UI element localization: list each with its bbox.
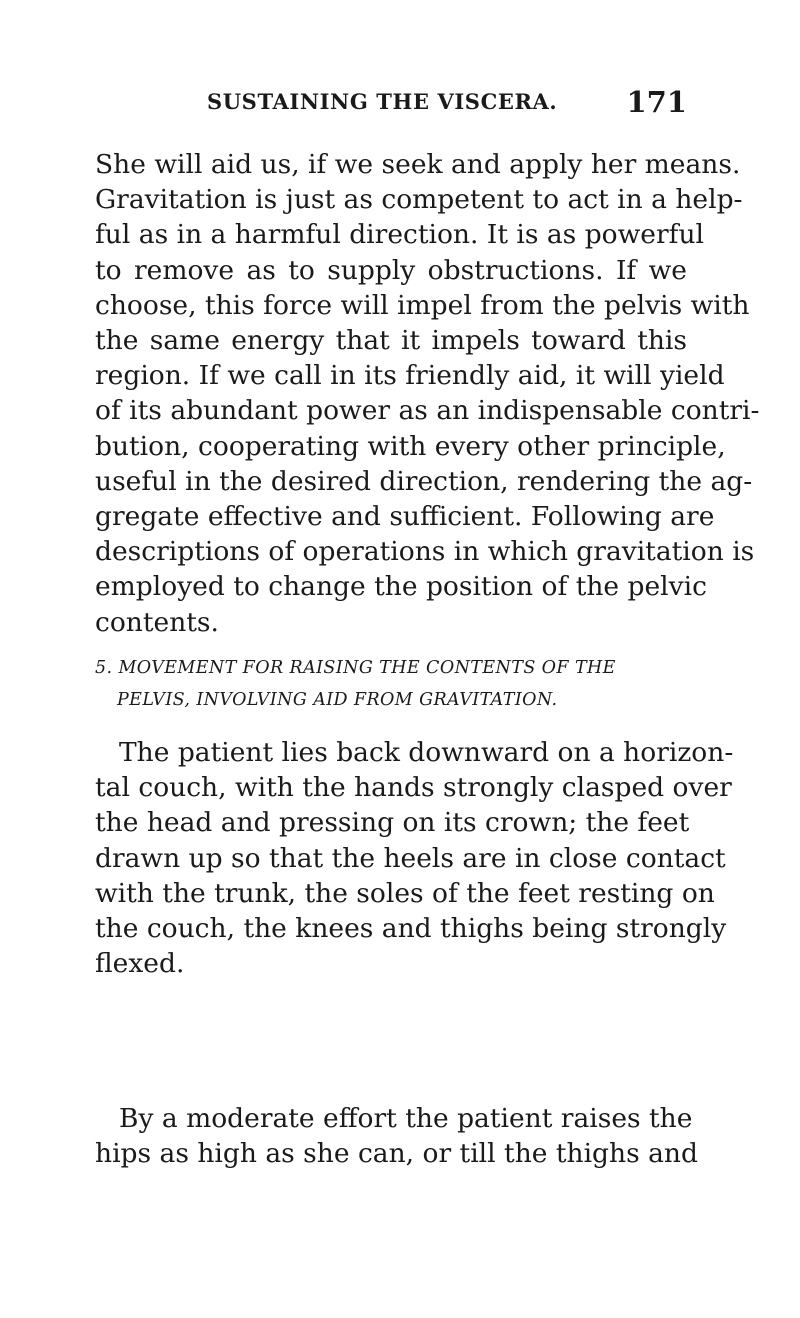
text-line: Gravitation is just as competent to act in a help- <box>95 184 743 216</box>
text-line: employed to change the position of the pelvic <box>95 571 707 603</box>
page-number: 171 <box>626 85 687 119</box>
running-head-title: SUSTAINING THE VISCERA. <box>207 89 558 114</box>
text-line: with the trunk, the soles of the feet resting on <box>95 877 715 909</box>
text-line: to remove as to supply obstructions. If we <box>95 254 687 286</box>
text-line: gregate effective and sufficient. Following are <box>95 501 715 533</box>
text-line: ful as in a harmful direction. It is as powerful <box>95 219 705 251</box>
text-line: region. If we call in its friendly aid, it will yield <box>95 360 725 392</box>
text-line: useful in the desired direction, rendering the ag- <box>95 465 753 497</box>
text-line: the head and pressing on its crown; the feet <box>95 807 690 839</box>
section-heading-line-2: PELVIS, INVOLVING AID FROM GRAVITATION. <box>117 690 558 710</box>
text-line: The patient lies back downward on a horizon- <box>119 737 734 768</box>
text-line: tal couch, with the hands strongly clasped over <box>95 772 732 804</box>
text-line: bution, cooperating with every other principle, <box>95 430 726 462</box>
text-line: of its abundant power as an indispensable contri- <box>95 395 760 427</box>
text-line: By a moderate effort the patient raises the <box>119 1103 693 1134</box>
text-line: the same energy that it impels toward this <box>95 325 687 357</box>
section-heading <box>95 652 695 716</box>
paragraph-1 <box>95 147 760 640</box>
text-line: hips as high as she can, or till the thighs and <box>95 1138 698 1170</box>
paragraph-2 <box>95 735 734 981</box>
running-head <box>207 85 687 119</box>
paragraph-3 <box>95 1101 698 1171</box>
text-line: choose, this force will impel from the pelvis with <box>95 289 750 321</box>
text-line: flexed. <box>95 948 185 980</box>
section-heading-line-1: 5. MOVEMENT FOR RAISING THE CONTENTS OF THE <box>95 658 616 678</box>
text-line: She will aid us, if we seek and apply her means. <box>95 149 741 180</box>
text-line: drawn up so that the heels are in close contact <box>95 842 726 874</box>
text-line: the couch, the knees and thighs being strongly <box>95 913 727 945</box>
text-line: contents. <box>95 606 219 638</box>
text-line: descriptions of operations in which gravitation is <box>95 536 755 568</box>
